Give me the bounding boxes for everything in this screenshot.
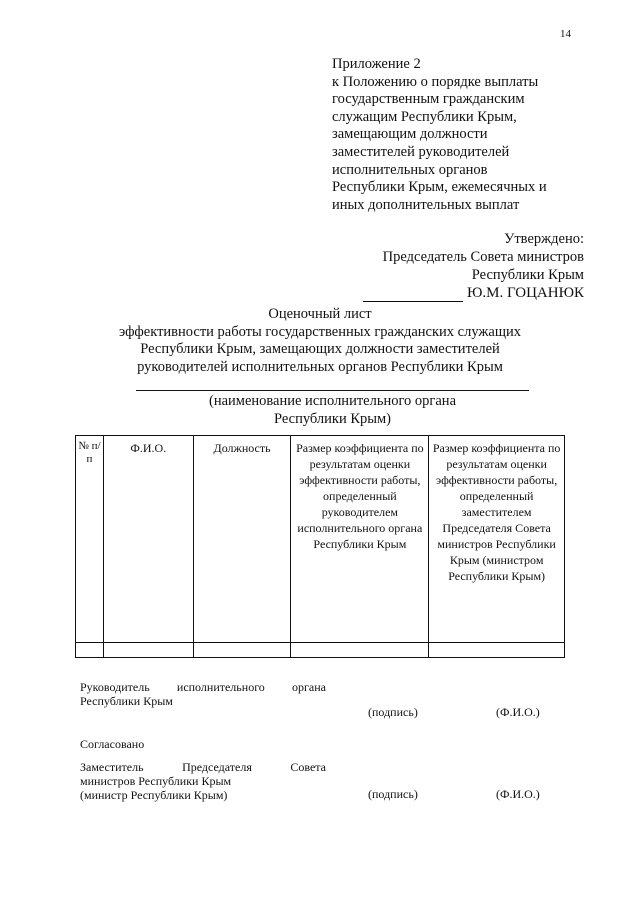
head-name-caption: (Ф.И.О.) (496, 705, 540, 719)
head-label-line: Республики Крым (80, 694, 173, 708)
deputy-signature-label (80, 760, 326, 802)
document-title (0, 306, 640, 376)
appendix-line: замещающим должности (332, 126, 488, 143)
org-name-caption (136, 393, 529, 428)
table-cell[interactable] (103, 643, 193, 658)
appendix-line: иных дополнительных выплат (332, 196, 520, 213)
table-cell[interactable] (76, 643, 104, 658)
deputy-label-word: Заместитель (80, 760, 144, 774)
title-line: эффективности работы государственных гражданских служащих (118, 323, 522, 340)
approval-signature (363, 284, 584, 302)
head-label-word: исполнительного (176, 680, 265, 694)
table-row (76, 643, 565, 658)
header-name: Ф.И.О. (103, 436, 193, 643)
deputy-name-caption: (Ф.И.О.) (496, 787, 540, 801)
appendix-line: Республики Крым, ежемесячных и (332, 179, 547, 196)
org-caption-line: Республики Крым) (273, 410, 392, 427)
head-label-word: органа (292, 680, 326, 694)
appendix-line: заместителей руководителей (332, 143, 510, 160)
header-number: № п/п (76, 436, 104, 643)
header-position: Должность (193, 436, 291, 643)
signature-line (363, 286, 463, 302)
agreed-label: Согласовано (80, 737, 145, 751)
org-name-line (136, 390, 529, 391)
appendix-line: служащим Республики Крым, (332, 108, 517, 125)
appendix-line: исполнительных органов (332, 161, 488, 178)
deputy-sign-caption: (подпись) (368, 787, 418, 801)
approval-heading: Утверждено: (504, 231, 584, 247)
table-header-row (76, 436, 565, 643)
page-number: 14 (560, 28, 571, 40)
approval-position: Республики Крым (471, 267, 584, 283)
table-cell[interactable] (291, 643, 429, 658)
appendix-line: к Положению о порядке выплаты (332, 73, 539, 90)
head-label-word: Руководитель (80, 680, 150, 694)
header-coef-head: Размер коэффициента по результатам оценки эффективности работы, определенный руководителем исполнительного органа Республики Крым (291, 436, 429, 643)
approval-signatory: Ю.М. ГОЦАНЮК (466, 285, 584, 301)
approval-block (363, 230, 584, 302)
deputy-label-line: министров Республики Крым (80, 774, 232, 788)
table-cell[interactable] (429, 643, 565, 658)
deputy-label-word: Совета (290, 760, 326, 774)
title-line: руководителей исполнительных органов Республики Крым (137, 358, 503, 375)
org-caption-line: (наименование исполнительного органа (208, 393, 457, 409)
table-cell[interactable] (193, 643, 291, 658)
head-signature-label (80, 680, 326, 708)
head-sign-caption: (подпись) (368, 705, 418, 719)
evaluation-table (75, 435, 565, 658)
deputy-label-word: Председателя (182, 760, 252, 774)
header-coef-deputy: Размер коэффициента по результатам оценки эффективности работы, определенный заместителем Председателя Совета министров Республики Крым (министром Республики Крым) (429, 436, 565, 643)
approval-position: Председатель Совета министров (382, 249, 584, 265)
appendix-line: Приложение 2 (332, 56, 421, 72)
appendix-line: государственным гражданским (332, 91, 525, 108)
title-line: Республики Крым, замещающих должности заместителей (140, 341, 500, 358)
appendix-note (332, 56, 632, 214)
deputy-label-line: (министр Республики Крым) (80, 788, 228, 802)
title-line: Оценочный лист (268, 306, 372, 322)
